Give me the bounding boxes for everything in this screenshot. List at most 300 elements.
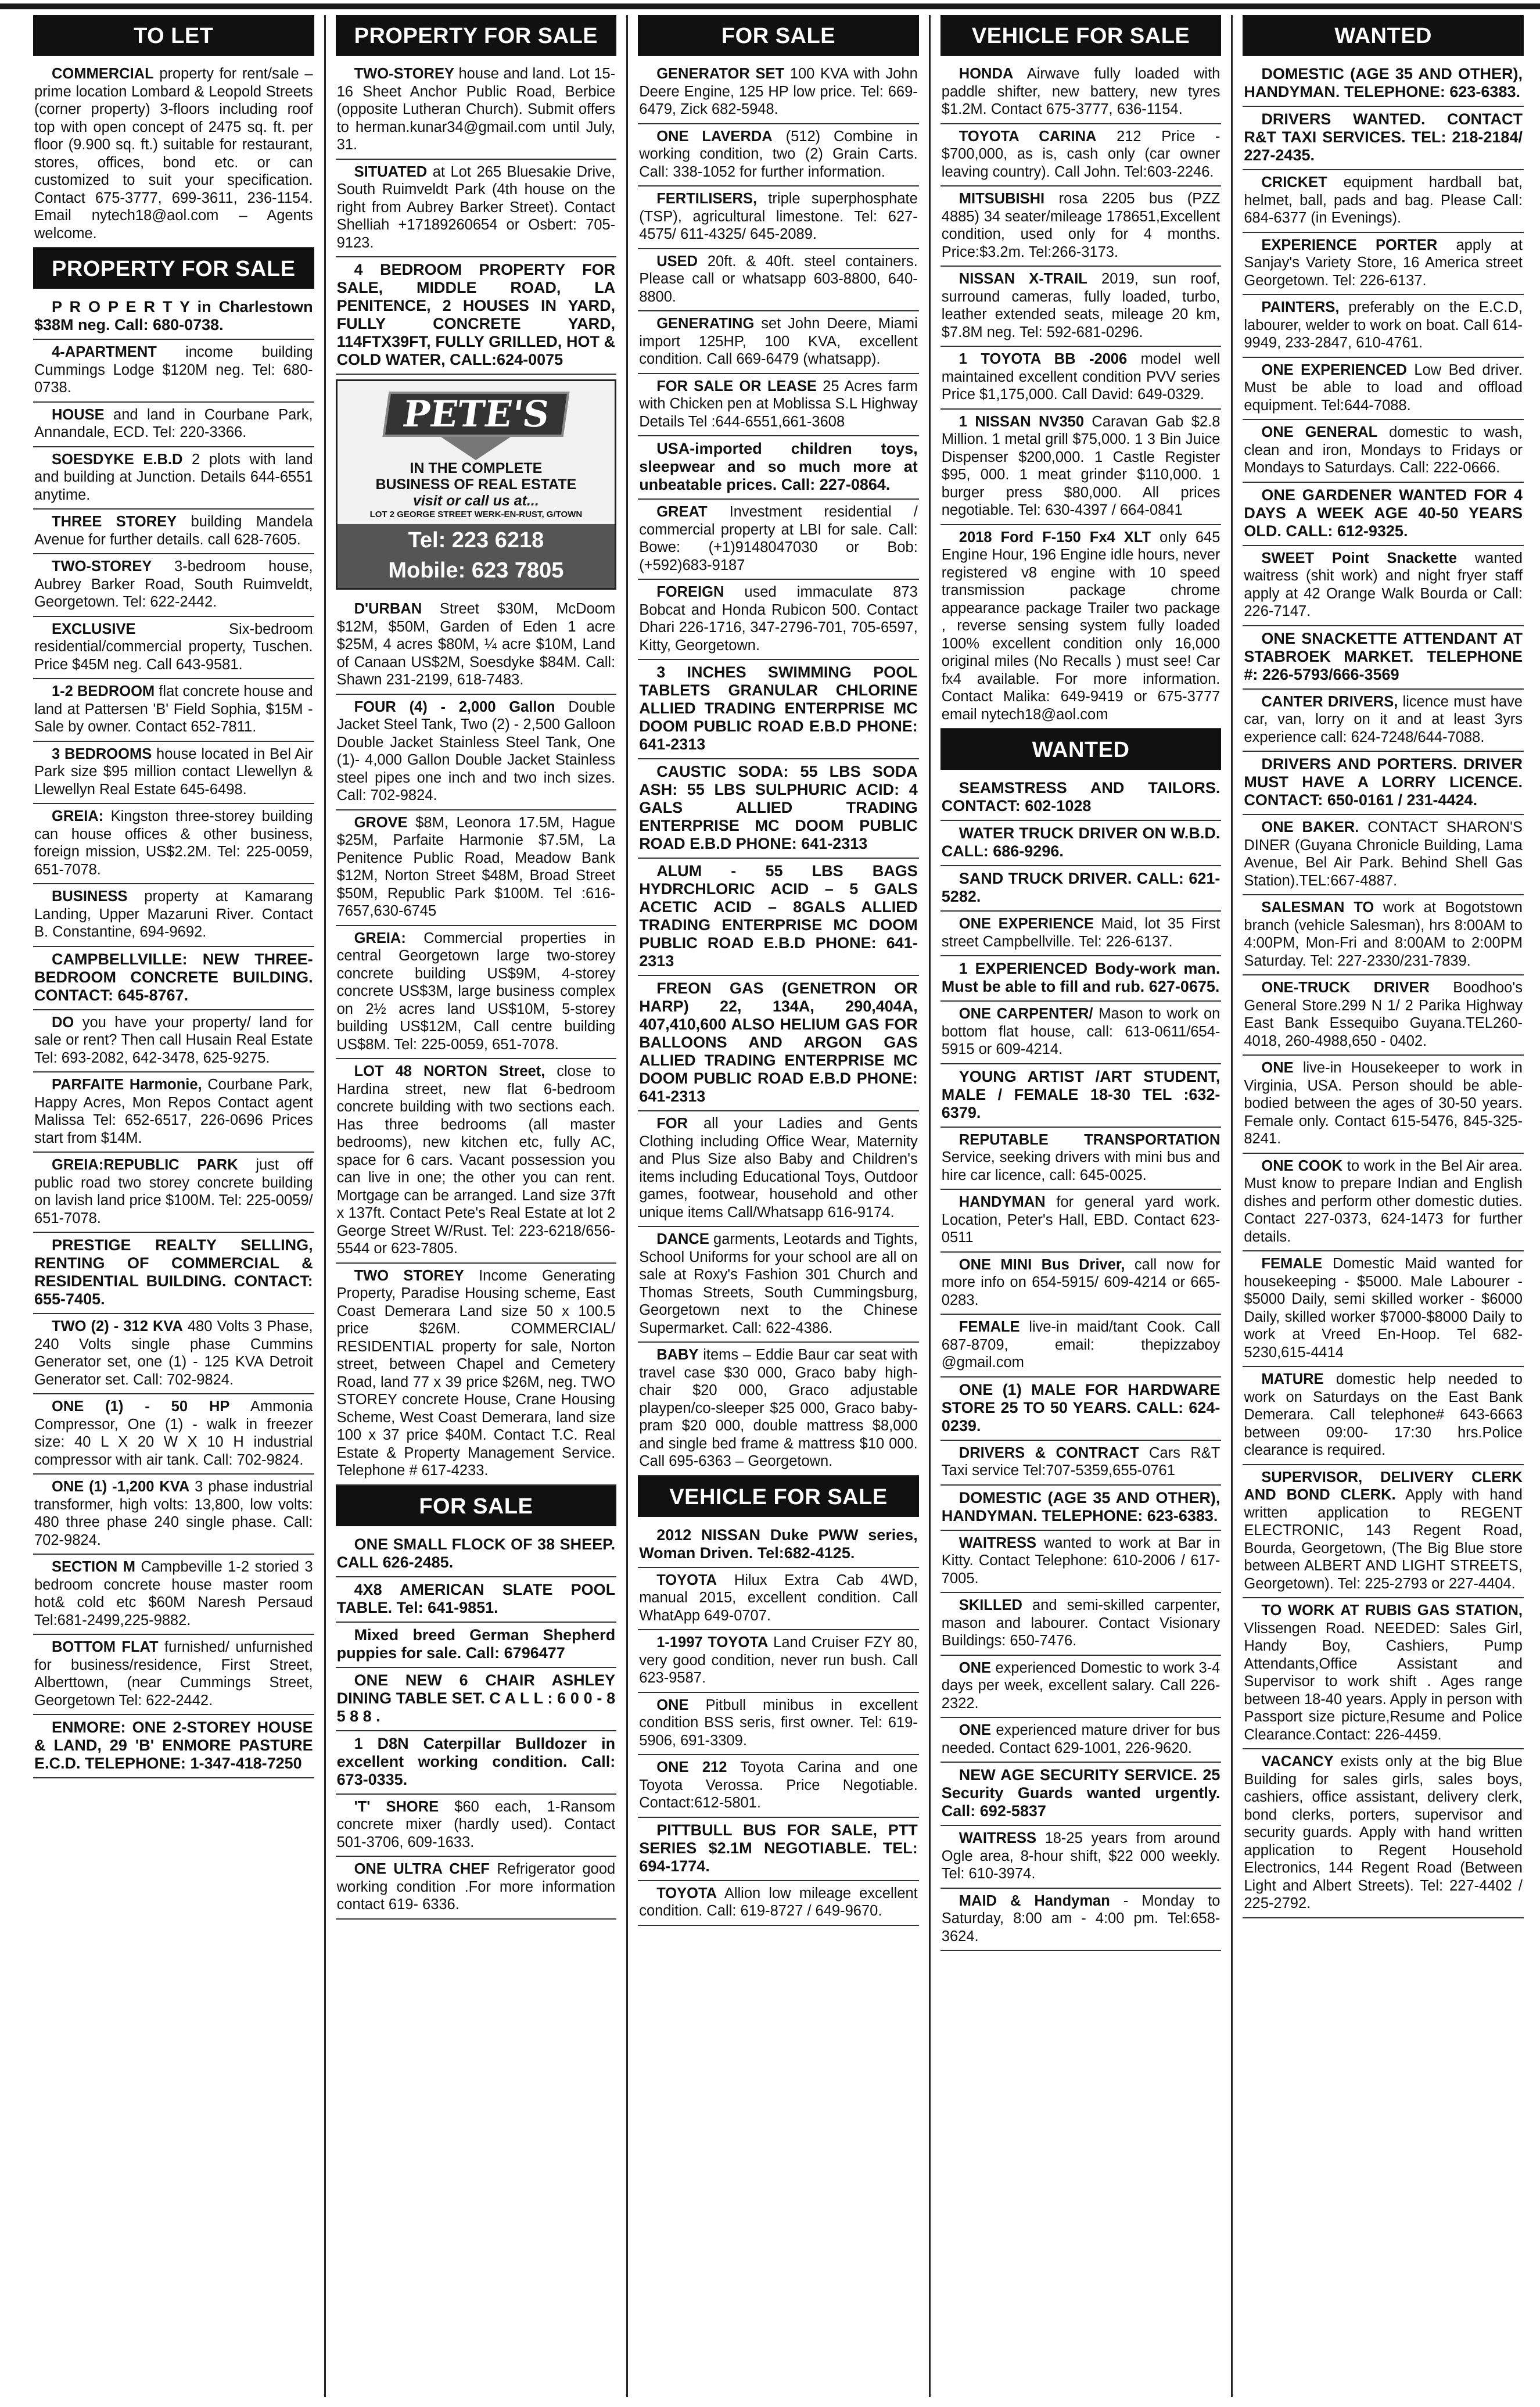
petes-real-estate-ad <box>336 379 617 590</box>
section-header: FOR SALE <box>638 15 919 56</box>
classified-ad <box>638 1343 919 1476</box>
ad-text: Low Bed driver. Must be able to load and offload equipment. Tel:644-7088. <box>1244 361 1523 414</box>
ad-lead: 4X8 AMERICAN SLATE POOL TABLE. Tel: 641-9851. <box>336 1580 616 1616</box>
ad-lead: TOYOTA <box>656 1572 717 1588</box>
classified-ad <box>940 1378 1222 1441</box>
ad-text: work at Bogotstown branch (vehicle Salesman), hrs 8:00AM to 4:00PM, Mon-Fri and 8:00AM to 2:00PM Saturday. Tel: 227-2330/231-7839. <box>1244 899 1523 969</box>
ad-text: Commercial properties in central Georgetown large two-storey concrete building US$9M, 4-storey concrete US$3M, large business complex on 2½ acres land US$10M, 5-storey building US$12M, Call centre building US$8M. Tel: 225-0059, 651-7078. <box>336 930 616 1053</box>
ad-text: set John Deere, Miami import 125HP, 100 KVA, excellent condition. Call 669-6479 (whatsapp). <box>639 315 918 367</box>
ad-lead: DOMESTIC (AGE 35 AND OTHER), HANDYMAN. TELEPHONE: 623-6383. <box>1244 65 1523 101</box>
ad-lead: GREIA:REPUBLIC PARK <box>52 1157 238 1173</box>
ad-lead: USA-imported children toys, sleepwear and so much more at unbeatable prices. Call: 227-0864. <box>639 440 918 493</box>
classified-ad <box>33 340 314 403</box>
ad-lead: ONE CARPENTER/ <box>959 1006 1093 1022</box>
ad-lead: FERTILISERS, <box>656 191 758 207</box>
ad-lead: ONE (1) MALE FOR HARDWARE STORE 25 TO 50 YEARS. CALL: 624-0239. <box>941 1380 1220 1434</box>
classified-ad <box>1243 1154 1524 1252</box>
ad-text: Allion low mileage excellent condition. Call: 619-8727 / 649-9670. <box>639 1885 918 1919</box>
ad-text: domestic to wash, clean and iron, Mondays to Fridays or Mondays to Saturdays. Call: 222-0666. <box>1244 424 1523 476</box>
classified-ad <box>336 160 617 258</box>
ad-lead: FOUR (4) - 2,000 Gallon <box>354 698 555 715</box>
ad-lead: SKILLED <box>959 1597 1022 1613</box>
ad-lead: ENMORE: ONE 2-STOREY HOUSE & LAND, 29 'B' ENMORE PASTURE E.C.D. TELEPHONE: 1-347-418-7250 <box>34 1719 313 1772</box>
ad-lead: P R O P E R T Y in Charlestown $38M neg. Call: 680-0738. <box>34 298 313 333</box>
section-header: WANTED <box>940 729 1222 770</box>
classified-ad <box>940 1593 1222 1656</box>
classified-ad <box>336 695 617 810</box>
ad-text: Six-bedroom residential/commercial property, Tuschen. Price $45M neg. Call 643-9581. <box>34 620 313 673</box>
classified-ad <box>638 436 919 500</box>
ad-lead: GREIA: <box>354 930 406 946</box>
column-3 <box>628 15 931 2397</box>
ad-text: equipment hardball bat, helmet, ball, pads and bag. Please Call: 684-6377 (in Evenings). <box>1244 174 1523 226</box>
ad-lead: ONE NEW 6 CHAIR ASHLEY DINING TABLE SET. C A L L : 6 0 0 - 8 5 8 8 . <box>336 1671 616 1725</box>
promo-line: IN THE COMPLETE <box>410 460 543 476</box>
classified-ad <box>1243 690 1524 752</box>
ad-lead: ONE EXPERIENCED <box>1261 361 1407 378</box>
ad-lead: HANDYMAN <box>959 1194 1046 1210</box>
classified-ad <box>33 1153 314 1233</box>
ad-lead: TOYOTA <box>656 1885 717 1902</box>
classified-ad <box>940 1531 1222 1594</box>
ad-lead: GENERATOR SET <box>656 66 785 82</box>
ad-lead: SOESDYKE E.B.D <box>52 451 183 468</box>
ad-lead: DRIVERS AND PORTERS. DRIVER MUST HAVE A LORRY LICENCE. CONTACT: 650-0161 / 231-4424. <box>1244 755 1523 809</box>
ad-lead: ONE-TRUCK DRIVER <box>1261 980 1430 996</box>
ad-lead: CAUSTIC SODA: 55 LBS SODA ASH: 55 LBS SULPHURIC ACID: 4 GALS ALLIED TRADING ENTERPRISE MC DOOM PUBLIC ROAD E.B.D PHONE: 641-2313 <box>639 763 918 852</box>
classified-ad <box>638 1630 919 1693</box>
ad-lead: 1 NISSAN NV350 <box>959 413 1085 430</box>
classified-ad <box>1243 815 1524 895</box>
ad-lead: ONE 212 <box>656 1759 727 1775</box>
classified-ad <box>1243 1465 1524 1599</box>
ad-lead: BABY <box>656 1347 699 1363</box>
classified-ad <box>940 186 1222 267</box>
ad-text: to work in the Bel Air area. Must know to prepare Indian and English dishes and perform other domestic duties. Contact 227-0373, 624-1473 for further details. <box>1244 1157 1523 1245</box>
ad-lead: 4-APARTMENT <box>52 344 157 360</box>
ad-text: live-in Housekeeper to work in Virginia, USA. Person should be able-bodied between the ages of 30-50 years. Female only. Contact 615-5476, 845-325-8241. <box>1244 1060 1523 1147</box>
ad-lead: YOUNG ARTIST /ART STUDENT, MALE / FEMALE 18-30 TEL :632-6379. <box>941 1067 1220 1121</box>
ad-lead: 1-1997 TOYOTA <box>656 1634 769 1651</box>
classified-ad <box>638 186 919 249</box>
ad-text: Pitbull minibus in excellent condition BSS seris, first owner. Tel: 619-5906, 691-3309. <box>639 1696 918 1749</box>
promo-line: BUSINESS OF REAL ESTATE <box>375 476 577 493</box>
ad-lead: PITTBULL BUS FOR SALE, PTT SERIES $2.1M NEGOTIABLE. TEL: 694-1774. <box>639 1821 918 1875</box>
ad-text: garments, Leotards and Tights, School Uniforms for your school are all on sale at Roxy's Fashion 301 Church and Thomas Streets, South Cummingsburg, Georgetown next to the Chinese Supermarket. Call: 622-4386. <box>639 1231 918 1336</box>
classified-ad <box>1243 107 1524 170</box>
ad-text: Mason to work on bottom flat house, call: 613-0611/654-5915 or 609-4214. <box>941 1006 1220 1057</box>
ad-lead: ONE GENERAL <box>1261 424 1378 440</box>
classified-ad <box>940 1763 1222 1826</box>
classified-ad <box>336 1857 617 1920</box>
ad-text: licence must have car, van, lorry on it and at least 3yrs experience call: 624-7248/644-7088. <box>1244 693 1523 745</box>
section-header: TO LET <box>33 15 314 56</box>
classified-ad <box>638 1881 919 1926</box>
ad-text: Double Jacket Steel Tank, Two (2) - 2,500 Galloon Double Jacket Stainless Steel Tank, One (1)- 4,000 Gallon Double Jacket Stainless steel pipes one inch and two inch sizes. Call: 702-9824. <box>336 698 616 803</box>
classified-ad <box>1243 295 1524 358</box>
ad-lead: MITSUBISHI <box>959 191 1045 207</box>
ad-text: Refrigerator good working condition .For more information contact 619- 6336. <box>336 1861 616 1913</box>
classified-ad <box>638 859 919 976</box>
ad-text: 212 Price - $700,000, as is, cash only (car owner leaving country). Call John. Tel:603-2246. <box>941 128 1220 180</box>
ad-text: 100 KVA with John Deere Engine, 125 HP low price. Tel: 669-6479, Zick 682-5948. <box>639 66 918 117</box>
classified-ad <box>1243 170 1524 233</box>
classified-ad <box>638 759 919 859</box>
ad-lead: DRIVERS & CONTRACT <box>959 1444 1139 1461</box>
classified-ad <box>33 1715 314 1778</box>
ad-text: and semi-skilled carpenter, mason and labourer. Contact Visionary Buildings: 650-7476. <box>941 1597 1220 1649</box>
ad-lead: ONE SMALL FLOCK OF 38 SHEEP. CALL 626-2485. <box>336 1535 616 1571</box>
classified-ad <box>1243 62 1524 107</box>
promo-banner <box>338 381 615 524</box>
ad-lead: GREIA: <box>52 808 104 824</box>
ad-text: and land in Courbane Park, Annandale, ECD. Tel: 220-3366. <box>34 406 313 440</box>
promo-mobile: Mobile: 623 7805 <box>338 558 615 588</box>
ad-lead: HOUSE <box>52 406 105 423</box>
ad-lead: ONE <box>656 1696 689 1713</box>
promo-line: visit or call us at... <box>413 493 539 509</box>
ad-lead: ONE COOK <box>1261 1157 1342 1174</box>
ad-text: Street $30M, McDoom $12M, $50M, Garden of Eden 1 acre $25M, 4 acres $80M, ¼ acre $10M, Land of Canaan US$2M, Soesdyke $84M. Call: Shawn 231-2199, 618-7483. <box>336 601 616 688</box>
classified-ad <box>940 1190 1222 1253</box>
ad-lead: REPUTABLE TRANSPORTATION <box>959 1131 1220 1148</box>
petes-logo: PETE'S <box>382 392 569 437</box>
ad-lead: SITUATED <box>354 163 428 180</box>
ad-text: 20ft. & 40ft. steel containers. Please call or whatsapp 603-8800, 640-8800. <box>639 253 918 305</box>
ad-text: property for rent/sale – prime location Lombard & Leopold Streets (corner property) 3-floors including roof top with open concept of 2475 sq. ft. per floor (9.900 sq. ft.) suitable for restaurant, stores, offices, bond etc. or can customized to suit your specification. Contact 675-3777, 699-3611, 236-1154. Email nytech18@aol.com – Agents welcome. <box>34 66 313 242</box>
ad-text: Domestic Maid wanted for housekeeping - $5000. Male Labourer - $5000 Daily, semi skilled worker - $6000 Daily, skilled worker $7000-$8000 Daily to work at Vreed En-Hoop. Tel 682-5230,615-4414 <box>1244 1255 1523 1361</box>
classified-ad <box>638 500 919 580</box>
classified-ad <box>336 1623 617 1668</box>
promo-address: LOT 2 GEORGE STREET WERK-EN-RUST, G/TOWN <box>369 510 583 519</box>
classified-ad <box>336 1731 617 1795</box>
classified-ad <box>1243 895 1524 975</box>
section-header: PROPERTY FOR SALE <box>33 248 314 289</box>
classified-ad <box>940 1889 1222 1952</box>
classified-ad <box>336 1577 617 1623</box>
classified-ad <box>638 1568 919 1631</box>
ad-text: Maid, lot 35 First street Campbellville. Tel: 226-6137. <box>941 916 1220 950</box>
ad-lead: ONE GARDENER WANTED FOR 4 DAYS A WEEK AGE 40-50 YEARS OLD. CALL: 612-9325. <box>1244 486 1523 540</box>
section-header: PROPERTY FOR SALE <box>336 15 617 56</box>
ad-text: used immaculate 873 Bobcat and Honda Rubicon 500. Contact Dhari 226-1716, 347-2796-701, 705-6597, Kitty, Georgetown. <box>639 584 918 654</box>
classified-ad <box>33 1314 314 1394</box>
classified-ad <box>336 257 617 375</box>
classified-ad <box>1243 420 1524 483</box>
classified-ad <box>940 1826 1222 1889</box>
classified-ad <box>336 1059 617 1264</box>
ad-text: house located in Bel Air Park size $95 million contact Llewellyn & Llewellyn Real Estate 645-6498. <box>34 745 313 798</box>
classified-ad <box>33 617 314 680</box>
ad-text: exists only at the big Blue Building for sales girls, sales boys, cashiers, office assistant, delivery clerk, bond clerks, porters, supervisor and security guards. Apply with hand written application to Regent Household Electronics, 144 Regent Road (Between Light and Albert Streets). Tel: 227-4402 / 225-2792. <box>1244 1753 1523 1911</box>
classified-ad <box>638 660 919 759</box>
classified-ad <box>33 554 314 617</box>
ad-text: Boodhoo's General Store.299 N 1/ 2 Parika Highway East Bank Essequibo Guyana.TEL260-4018, 260-4988,650 - 0402. <box>1244 980 1523 1049</box>
ad-text: experienced Domestic to work 3-4 days per week, excellent salary. Call 226-2322. <box>941 1659 1220 1712</box>
ad-lead: SUPERVISOR, DELIVERY CLERK AND BOND CLERK. <box>1244 1469 1523 1503</box>
classified-ad <box>33 742 314 805</box>
ad-lead: ONE EXPERIENCE <box>959 916 1094 932</box>
ad-lead: MATURE <box>1261 1371 1324 1387</box>
ad-text: CONTACT SHARON'S DINER (Guyana Chronicle Building, Lama Avenue, Bel Air Park. Behind Shell Gas Station).TEL:667-4887. <box>1244 819 1523 889</box>
classified-ad <box>940 1656 1222 1719</box>
section-header: WANTED <box>1243 15 1524 56</box>
classified-ad <box>33 1010 314 1073</box>
classified-ad <box>33 295 314 340</box>
classified-ad <box>33 1394 314 1475</box>
ad-text: at Lot 265 Bluesakie Drive, South Ruimveldt Park (4th house on the right from Aubrey Barker Street). Contact Shelliah +17189260654 or Osbert: 705-9123. <box>336 163 616 251</box>
ad-lead: ONE MINI Bus Driver, <box>959 1256 1125 1273</box>
ad-text: wanted to work at Bar in Kitty. Contact Telephone: 610-2006 / 617-7005. <box>941 1534 1220 1587</box>
ad-lead: SAND TRUCK DRIVER. CALL: 621-5282. <box>941 870 1220 905</box>
classified-ad <box>33 403 314 447</box>
section-header: FOR SALE <box>336 1486 617 1526</box>
ad-lead: BOTTOM FLAT <box>52 1639 159 1655</box>
column-2 <box>326 15 629 2397</box>
ad-lead: ONE <box>959 1659 992 1676</box>
ad-text: 480 Volts 3 Phase, 240 Volts single phase Cummins Generator set, one (1) - 125 KVA Detroit Generator set. Call: 702-9824. <box>34 1318 313 1388</box>
classified-ad <box>638 62 919 124</box>
classified-ad <box>1243 752 1524 815</box>
classified-ad <box>940 866 1222 912</box>
ad-lead: PRESTIGE REALTY SELLING, RENTING OF COMMERCIAL & RESIDENTIAL BUILDING. CONTACT: 655-7405. <box>34 1236 313 1308</box>
ad-lead: ALUM - 55 LBS BAGS HYDRCHLORIC ACID – 5 GALS ACETIC ACID – 8GALS ALLIED TRADING ENTERPRISE MC DOOM PUBLIC ROAD E.B.D PHONE: 641-2313 <box>639 862 918 970</box>
classified-ad <box>940 1486 1222 1531</box>
ad-text: property at Kamarang Landing, Upper Mazaruni River. Contact B. Constantine, 694-9692. <box>34 888 313 940</box>
ad-text: Hilux Extra Cab 4WD, manual 2015, excellent condition. Call WhatApp 649-0707. <box>639 1572 918 1624</box>
ad-text: Ammonia Compressor, One (1) - walk in freezer size: 40 L X 20 W X 10 H industrial compressor with air tank. Call: 702-9824. <box>34 1398 313 1468</box>
ad-text: house and land. Lot 15-16 Sheet Anchor Public Road, Berbice (opposite Lutheran Church). Submit offers to herman.kunar34@gmail.com until July, 31. <box>336 66 616 153</box>
classified-ad <box>638 374 919 437</box>
ad-lead: COMMERCIAL <box>52 66 154 82</box>
ad-lead: GREAT <box>656 504 708 520</box>
ad-text: Cars R&T Taxi service Tel:707-5359,655-0761 <box>941 1444 1220 1479</box>
ad-lead: USED <box>656 253 698 270</box>
ad-lead: Mixed breed German Shepherd puppies for sale. Call: 6796477 <box>336 1626 616 1662</box>
ad-lead: FOREIGN <box>656 584 724 600</box>
ad-text: 3 phase industrial transformer, high volts: 13,800, low volts: 480 three phase 240 single phase. Call: 702-9824. <box>34 1479 313 1548</box>
ad-text: 2 plots with land and building at Junction. Details 644-6551 anytime. <box>34 451 313 503</box>
ad-lead: DRIVERS WANTED. CONTACT R&T TAXI SERVICES. TEL: 218-2184/ 227-2435. <box>1244 110 1523 164</box>
ad-text: Apply with hand written application to REGENT ELECTRONIC, 143 Regent Road, Bourda, Georgetown, (The Big Blue store between ALBERT AND LIGHT STREETS, Georgetown). Tel: 225-2793 or 227-4404. <box>1244 1487 1523 1592</box>
ad-lead: PAINTERS, <box>1261 299 1340 315</box>
ad-lead: ONE (1) - 50 HP <box>52 1398 230 1415</box>
classified-ad <box>1243 233 1524 296</box>
ad-lead: WAITRESS <box>959 1830 1036 1846</box>
ad-text: income building Cummings Lodge $120M neg. Tel: 680-0738. <box>34 344 313 396</box>
ad-text: building Mandela Avenue for further details. call 628-7605. <box>34 514 313 548</box>
classified-ad <box>638 249 919 312</box>
ad-text: (512) Combine in working condition, two (2) Grain Carts. Call: 338-1052 for further information. <box>639 128 918 180</box>
column-1 <box>23 15 326 2397</box>
ad-lead: BUSINESS <box>52 888 128 905</box>
classified-ad <box>1243 546 1524 626</box>
classified-ad <box>1243 975 1524 1056</box>
classified-ad <box>336 1532 617 1577</box>
arrow-icon <box>441 437 511 460</box>
classified-ad <box>638 1755 919 1818</box>
ad-lead: 'T' SHORE <box>354 1798 439 1815</box>
ad-lead: SECTION M <box>52 1559 136 1575</box>
classified-ad <box>940 821 1222 866</box>
ad-lead: TWO (2) - 312 KVA <box>52 1318 183 1335</box>
classified-ad <box>638 1693 919 1756</box>
ad-text: rosa 2205 bus (PZZ 4885) 34 seater/mileage 178651,Excellent condition, used only for 4 months. Price:$3.2m. Tel:266-3173. <box>941 191 1220 260</box>
ad-lead: ONE ULTRA CHEF <box>354 1861 490 1877</box>
ad-text: Airwave fully loaded with paddle shifter, new battery, new tyres $1.2M. Contact 675-3777, 636-1154. <box>941 66 1220 117</box>
ad-lead: EXPERIENCE PORTER <box>1261 236 1438 253</box>
ad-lead: SWEET Point Snackette <box>1261 550 1457 566</box>
ad-text: Investment residential / commercial property at LBI for sale. Call: Bowe: (+1)9148047030 or Bob: (+592)683-9187 <box>639 504 918 573</box>
ad-text: Caravan Gab $2.8 Million. 1 metal grill $75,000. 1 3 Bin Juice Dispenser $200,000. 1 Castle Register $95, 000. 1 meat grinder $110,000. 1 burger press $80,000. All prices negotiable. Tel: 630-4397 / 664-0841 <box>941 413 1220 518</box>
ad-lead: ONE <box>1261 1060 1294 1076</box>
ad-lead: GENERATING <box>656 315 755 332</box>
ad-lead: ONE <box>959 1722 992 1738</box>
classified-ad <box>940 1064 1222 1128</box>
ad-lead: DANCE <box>656 1231 709 1247</box>
ad-text: Income Generating Property, Paradise Housing scheme, East Coast Demerara Land size 50 x 100.5 price $26M. COMMERCIAL/ RESIDENTIAL property for sale, Norton street, between Chapel and Cemetery Road, land 77 x 39 price $26M, neg. TWO STOREY concrete House, Crane Housing Scheme, West Coast Demerara, land size 100 x 37 price $40M. Contact T.C. Real Estate & Property Management Service. Telephone # 617-4233. <box>336 1267 616 1479</box>
ad-lead: CRICKET <box>1261 174 1327 191</box>
classified-ad <box>638 311 919 374</box>
classified-ad <box>336 926 617 1060</box>
ad-text: Kingston three-storey building can house offices & other business, foreign mission, US$2.2M. Tel: 225-0059, 651-7078. <box>34 808 313 878</box>
classifieds-page <box>23 15 1534 2397</box>
ad-lead: HONDA <box>959 66 1014 82</box>
ad-text: only 645 Engine Hour, 196 Engine idle hours, never registered v8 engine with 10 speed transmission package chrome appearance package Trailer two package , reverse sensing system fully loaded 100% excellent condition only 16,000 original miles (No Recalls ) must see! Car fx4 available. For more information. Contact Malika: 649-9419 or 675-3777 email nytech18@aol.com <box>941 529 1220 723</box>
ad-text: triple superphosphate (TSP), agricultural limestone. Tel: 627-4575/ 611-4325/ 645-2089. <box>639 191 918 242</box>
classified-ad <box>638 1523 919 1568</box>
ad-lead: TOYOTA CARINA <box>959 128 1097 145</box>
ad-lead: TWO-STOREY <box>52 558 152 575</box>
classified-ad <box>33 1233 314 1314</box>
classified-ad <box>940 62 1222 124</box>
classified-ad <box>336 1668 617 1731</box>
ad-lead: DO <box>52 1014 74 1031</box>
classified-ad <box>638 1227 919 1343</box>
ad-lead: 1 D8N Caterpillar Bulldozer in excellent working condition. Call: 673-0335. <box>336 1734 616 1788</box>
ad-text: just off public road two storey concrete building on lavish land price $100M. Tel: 225-0059/ 651-7078. <box>34 1157 313 1226</box>
ad-text: domestic help needed to work on Saturdays on the East Bank Demerara. Call telephone# 643-6663 between 09:00- 17:30 hrs.Police clearance is required. <box>1244 1371 1523 1458</box>
promo-phone: Tel: 223 6218 <box>338 524 615 558</box>
ad-lead: FREON GAS (GENETRON OR HARP) 22, 134A, 290,404A, 407,410,600 ALSO HELIUM GAS FOR BALLOONS AND ARGON GAS ALLIED TRADING ENTERPRISE MC DOOM PUBLIC ROAD E.B.D PHONE: 641-2313 <box>639 980 918 1105</box>
ad-text: 3-bedroom house, Aubrey Barker Road, South Ruimveldt, Georgetown. Tel: 622-2442. <box>34 558 313 610</box>
ad-lead: FEMALE <box>1261 1255 1323 1272</box>
classified-ad <box>1243 1598 1524 1749</box>
ad-lead: ONE LAVERDA <box>656 128 773 145</box>
ad-text: preferably on the E.C.D, labourer, welder to work on boat. Call 614-9949, 233-2847, 610-4761. <box>1244 299 1523 351</box>
ad-text: Campbeville 1-2 storied 3 bedroom concrete house master room hot& cold etc $60M Naresh Persaud Tel:681-2499,225-9882. <box>34 1559 313 1628</box>
classified-ad <box>638 1111 919 1227</box>
classified-ad <box>940 1718 1222 1763</box>
ad-text: furnished/ unfurnished for business/residence, First Street, Alberttown, (near Cummings Street, Georgetown Tel: 622-2442. <box>34 1639 313 1709</box>
classified-ad <box>33 1555 314 1635</box>
classified-ad <box>1243 1749 1524 1918</box>
ad-lead: 4 BEDROOM PROPERTY FOR SALE, MIDDLE ROAD, LA PENITENCE, 2 HOUSES IN YARD, FULLY CONCRETE YARD, 114FTX39FT, FULLY GRILLED, HOT & COLD WATER, CALL:624-0075 <box>336 261 616 368</box>
classified-ad <box>336 597 617 695</box>
ad-lead: NEW AGE SECURITY SERVICE. 25 Security Guards wanted urgently. Call: 692-5837 <box>941 1766 1220 1820</box>
ad-text: experienced mature driver for bus needed. Contact 629-1001, 226-9620. <box>941 1722 1220 1756</box>
ad-text: 25 Acres farm with Chicken pen at Moblissa S.L Highway Details Tel :644-6551,661-3608 <box>639 378 918 430</box>
section-header: VEHICLE FOR SALE <box>940 15 1222 56</box>
classified-ad <box>33 1072 314 1153</box>
classified-ad <box>638 124 919 187</box>
ad-lead: WATER TRUCK DRIVER ON W.B.D. CALL: 686-9296. <box>941 824 1220 860</box>
ad-lead: TWO-STOREY <box>354 66 454 82</box>
classified-ad <box>33 1635 314 1715</box>
ad-lead: 3 INCHES SWIMMING POOL TABLETS GRANULAR CHLORINE ALLIED TRADING ENTERPRISE MC DOOM PUBLIC ROAD E.B.D PHONE: 641-2313 <box>639 663 918 753</box>
ad-lead: FOR SALE OR LEASE <box>656 378 817 394</box>
classified-ad <box>940 267 1222 347</box>
ad-text: Toyota Carina and one Toyota Verossa. Price Negotiable. Contact:612-5801. <box>639 1759 918 1811</box>
ad-lead: WAITRESS <box>959 1534 1036 1551</box>
ad-lead: EXCLUSIVE <box>52 620 136 637</box>
ad-text: 2019, sun roof, surround cameras, fully loaded, turbo, leather extended seats, mileage 20 km, $7.8M neg. Tel: 592-681-0296. <box>941 271 1220 340</box>
classified-ad <box>1243 1056 1524 1154</box>
ad-text: close to Hardina street, new flat 6-bedroom concrete building with two sections each. Has three bedrooms (all master bedrooms), new kitchen etc, fully AC, space for 6 cars. Vacant possession you can live in one; the other you can rent. Mortgage can be arranged. Land size 37ft x 137ft. Contact Pete's Real Estate at lot 2 George Street W/Rust. Tel: 223-6218/656-5544 or 623-7805. <box>336 1063 616 1257</box>
ad-lead: LOT 48 NORTON Street, <box>354 1063 545 1079</box>
classified-ad <box>940 525 1222 730</box>
ad-lead: SEAMSTRESS AND TAILORS. CONTACT: 602-1028 <box>941 779 1220 815</box>
ad-lead: ONE (1) -1,200 KVA <box>52 1479 190 1495</box>
classified-ad <box>1243 1367 1524 1465</box>
ad-lead: THREE STOREY <box>52 514 177 530</box>
classified-ad <box>336 62 617 160</box>
classified-ad <box>33 1475 314 1555</box>
ad-lead: TWO STOREY <box>354 1267 464 1284</box>
ad-lead: CAMPBELLVILLE: NEW THREE-BEDROOM CONCRETE BUILDING. CONTACT: 645-8767. <box>34 950 313 1004</box>
top-rule <box>0 3 1540 9</box>
ad-text: $60 each, 1-Ransom concrete mixer (hardly used). Contact 501-3706, 609-1633. <box>336 1798 616 1850</box>
ad-lead: 1 EXPERIENCED Body-work man. Must be able to fill and rub. 627-0675. <box>941 960 1220 995</box>
classified-ad <box>940 1253 1222 1315</box>
classified-ad <box>940 956 1222 1002</box>
ad-text: 18-25 years from around Ogle area, 8-hour shift, $22 000 weekly. Tel: 610-3974. <box>941 1830 1220 1882</box>
ad-text: - Monday to Saturday, 8:00 am - 4:00 pm. Tel:658-3624. <box>941 1892 1220 1945</box>
ad-text: Land Cruiser FZY 80, very good condition, never run bush. Call 623-9587. <box>639 1634 918 1686</box>
ad-text: you have your property/ land for sale or rent? Then call Husain Real Estate Tel: 693-2082, 642-3478, 625-9275. <box>34 1014 313 1066</box>
ad-text: wanted waitress (shit work) and night fryer staff apply at 42 Orange Walk Bourda or Call: 226-7147. <box>1244 550 1523 619</box>
ad-lead: 3 BEDROOMS <box>52 745 152 762</box>
classified-ad <box>1243 626 1524 690</box>
ad-lead: CANTER DRIVERS, <box>1261 693 1398 710</box>
ad-text: Courbane Park, Happy Acres, Mon Repos Contact agent Malissa Tel: 652-6517, 226-0696 Prices start from $14M. <box>34 1077 313 1146</box>
classified-ad <box>940 776 1222 821</box>
classified-ad <box>33 804 314 884</box>
classified-ad <box>33 447 314 510</box>
ad-lead: ONE BAKER. <box>1261 819 1359 835</box>
classified-ad <box>1243 1251 1524 1367</box>
classified-ad <box>33 62 314 248</box>
ad-text: apply at Sanjay's Variety Store, 16 America street Georgetown. Tel: 226-6137. <box>1244 236 1523 289</box>
classified-ad <box>638 976 919 1111</box>
ad-lead: TO WORK AT RUBIS GAS STATION, <box>1261 1602 1523 1619</box>
ad-lead: NISSAN X-TRAIL <box>959 271 1087 287</box>
ad-text: model well maintained excellent condition PVV series Price $1,175,000. Call David: 649-0329. <box>941 351 1220 403</box>
ad-lead: D'URBAN <box>354 601 422 617</box>
ad-text: for general yard work. Location, Peter's Hall, EBD. Contact 623-0511 <box>941 1194 1220 1246</box>
ad-text: items – Eddie Baur car seat with travel case $30 000, Graco baby high-chair $20 000, Graco adjustable playpen/co-sleeper $25 000, Graco baby-pram $20 000, double mattress $8,000 and single bed frame & mattress $10 000. Call 695-6363 – Georgetown. <box>639 1347 918 1469</box>
column-4 <box>931 15 1233 2397</box>
classified-ad <box>33 510 314 554</box>
classified-ad <box>940 912 1222 956</box>
classified-ad <box>638 1818 919 1881</box>
ad-lead: SALESMAN TO <box>1261 899 1374 916</box>
classified-ad <box>940 1441 1222 1486</box>
ad-lead: 1-2 BEDROOM <box>52 683 155 699</box>
classified-ad <box>336 810 617 926</box>
classified-ad <box>33 679 314 742</box>
classified-ad <box>1243 483 1524 546</box>
